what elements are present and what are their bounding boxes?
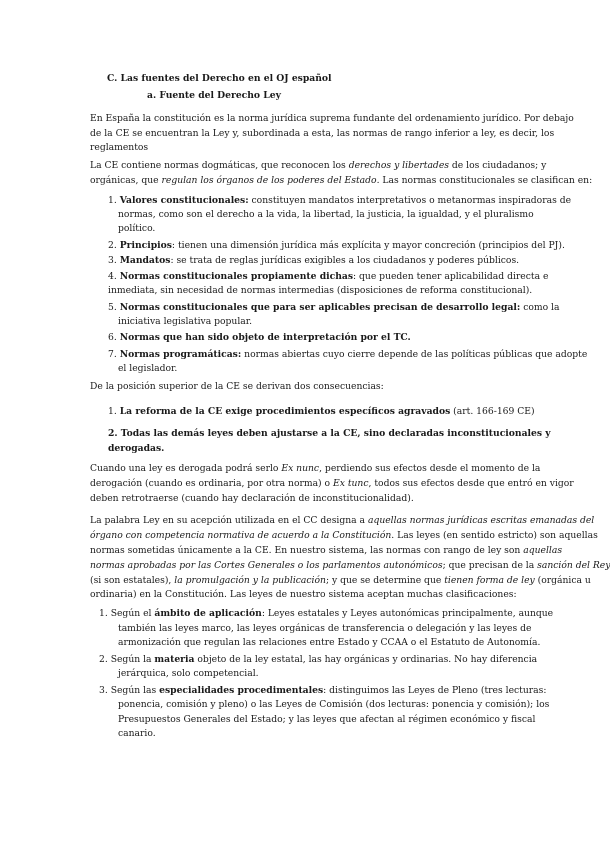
- item-number: 3.: [108, 255, 117, 266]
- ce-paragraph-line-2: [90, 175, 592, 187]
- ley-text: (orgánica u: [534, 575, 591, 586]
- item-title: Normas programáticas:: [119, 349, 242, 360]
- ley-italic: aquellas normas jurídicas escritas emanadas del: [367, 515, 595, 526]
- derog-text: Cuando una ley es derogada podrá serlo: [90, 463, 282, 474]
- derogation-line-1: [90, 463, 540, 475]
- item-title: Normas constitucionales que para ser aplicables precisan de desarrollo legal:: [119, 302, 521, 313]
- ley-text: normas sometidas únicamente a la CE. En nuestro sistema, las normas con rango de ley son: [90, 545, 524, 556]
- class-item-4: [108, 271, 548, 283]
- ley-italic: la promulgación y la publicación: [174, 575, 326, 586]
- ley-italic: órgano con competencia normativa de acuerdo a la Constitución: [90, 530, 392, 541]
- ce-paragraph-line-1: [90, 160, 546, 172]
- ce-text: de los ciudadanos; y: [448, 160, 547, 171]
- subsection-heading: a. Fuente del Derecho Ley: [147, 90, 281, 101]
- class-item-5: [108, 302, 559, 314]
- derog-italic: Ex nunc: [281, 463, 320, 474]
- item-title: ámbito de aplicación: [154, 608, 262, 619]
- derog-italic: Ex tunc: [333, 478, 369, 489]
- item-title: Normas que han sido objeto de interpretación por el TC.: [119, 332, 411, 343]
- item-number: 7.: [108, 349, 117, 360]
- ce-italic: derechos y libertades: [348, 160, 449, 171]
- class-item-6: [108, 332, 411, 344]
- derog-text: , perdiendo sus efectos desde el momento de la: [319, 463, 541, 474]
- item-text: Según las: [110, 685, 160, 696]
- item-number: 1.: [108, 195, 117, 206]
- item-text: : que pueden tener aplicabilidad directa e: [353, 271, 549, 282]
- item-text: Según la: [110, 654, 155, 665]
- ce-italic: regulan los órganos de los poderes del Estado: [161, 175, 377, 186]
- ley-text: ; que precisan de la: [442, 560, 538, 571]
- ley-text: ; y que se determine que: [325, 575, 445, 586]
- law-class-1-cont: armonización que regulan las relaciones entre Estado y CCAA o el Estatuto de Autonomía.: [118, 637, 541, 648]
- law-class-3-cont: Presupuestos Generales del Estado; y las leyes que afectan al régimen económico y fiscal: [118, 714, 536, 725]
- item-number: 2.: [108, 240, 117, 251]
- law-class-3-cont: canario.: [118, 728, 156, 739]
- class-item-1-cont: normas, como son el derecho a la vida, la libertad, la justicia, la igualdad, y el pluralismo: [118, 209, 534, 220]
- item-text: : tienen una dimensión jurídica más explícita y mayor concreción (principios del PJ).: [171, 240, 565, 251]
- item-number: 6.: [108, 332, 117, 343]
- law-class-3: [99, 685, 546, 697]
- item-text: : Leyes estatales y Leyes autonómicas principalmente, aunque: [261, 608, 554, 619]
- item-text: Según el: [110, 608, 155, 619]
- ley-line-5: [90, 575, 591, 587]
- item-number: 1.: [99, 608, 108, 619]
- item-title: especialidades procedimentales: [159, 685, 324, 696]
- class-item-2: [108, 240, 565, 252]
- item-number: 2.: [108, 428, 118, 439]
- class-item-1-cont: político.: [118, 223, 156, 234]
- ley-italic: normas aprobadas por las Cortes Generales o los parlamentos autonómicos: [90, 560, 443, 571]
- law-class-2-cont: jerárquica, solo competencial.: [118, 668, 259, 679]
- ley-line-6: ordinaria) en la Constitución. Las leyes de nuestro sistema aceptan muchas clasificaciones:: [90, 589, 517, 600]
- ley-text: (si son estatales),: [90, 575, 175, 586]
- ce-text: orgánicas, que: [90, 175, 162, 186]
- item-number: 4.: [108, 271, 117, 282]
- item-text: como la: [520, 302, 560, 313]
- ce-text: . Las normas constitucionales se clasifican en:: [376, 175, 593, 186]
- intro-line-1: En España la constitución es la norma jurídica suprema fundante del ordenamiento jurídico. Por debajo: [90, 113, 574, 124]
- item-number: 1.: [108, 406, 117, 417]
- law-class-2: [99, 654, 537, 666]
- consequences-intro: De la posición superior de la CE se derivan dos consecuencias:: [90, 381, 384, 392]
- consequence-2-cont: derogadas.: [108, 443, 165, 454]
- item-title: Todas las demás leyes deben ajustarse a la CE, sino declaradas inconstitucionales y: [120, 428, 551, 439]
- item-text: : se trata de reglas jurídicas exigibles a los ciudadanos y poderes públicos.: [170, 255, 520, 266]
- intro-line-3: reglamentos: [90, 142, 149, 153]
- consequence-2: [108, 428, 551, 440]
- class-item-7-cont: el legislador.: [118, 363, 178, 374]
- class-item-7: [108, 349, 587, 361]
- item-number: 3.: [99, 685, 108, 696]
- item-number: 2.: [99, 654, 108, 665]
- item-number: 5.: [108, 302, 117, 313]
- item-title: Principios: [119, 240, 172, 251]
- item-title: Normas constitucionales propiamente dichas: [119, 271, 354, 282]
- item-title: materia: [154, 654, 195, 665]
- ley-line-3: [90, 545, 562, 557]
- ley-italic: sanción del Rey: [537, 560, 610, 571]
- ley-line-2: [90, 530, 598, 542]
- item-title: Valores constitucionales:: [119, 195, 249, 206]
- ley-line-1: [90, 515, 594, 527]
- class-item-3: [108, 255, 519, 267]
- item-text: (art. 166-169 CE): [450, 406, 535, 417]
- class-item-1: [108, 195, 571, 207]
- derogation-line-3: deben retrotraerse (cuando hay declaración de inconstitucionalidad).: [90, 493, 414, 504]
- derog-text: derogación (cuando es ordinaria, por otra norma) o: [90, 478, 334, 489]
- derogation-line-2: [90, 478, 574, 490]
- law-class-1-cont: también las leyes marco, las leyes orgánicas de transferencia o delegación y las leyes de: [118, 623, 532, 634]
- ley-text: La palabra Ley en su acepción utilizada en el CC designa a: [90, 515, 368, 526]
- law-class-1: [99, 608, 553, 620]
- ley-text: . Las leyes (en sentido estricto) son aquellas: [391, 530, 598, 541]
- item-title: Mandatos: [119, 255, 171, 266]
- derog-text: , todos sus efectos desde que entró en vigor: [368, 478, 574, 489]
- consequence-1: [108, 406, 535, 418]
- law-class-3-cont: ponencia, comisión y pleno) o las Leyes de Comisión (dos lecturas: ponencia y comisión); los: [118, 699, 550, 710]
- item-text: objeto de la ley estatal, las hay orgánicas y ordinarias. No hay diferencia: [194, 654, 538, 665]
- item-text: constituyen mandatos interpretativos o metanormas inspiradoras de: [248, 195, 572, 206]
- section-heading: C. Las fuentes del Derecho en el OJ español: [107, 73, 332, 84]
- item-title: La reforma de la CE exige procedimientos específicos agravados: [119, 406, 451, 417]
- item-text: normas abiertas cuyo cierre depende de las políticas públicas que adopte: [241, 349, 588, 360]
- ley-line-4: [90, 560, 610, 572]
- ce-text: La CE contiene normas dogmáticas, que reconocen los: [90, 160, 349, 171]
- item-text: : distinguimos las Leyes de Pleno (tres lecturas:: [323, 685, 547, 696]
- ley-italic: tienen forma de ley: [444, 575, 535, 586]
- class-item-4-cont: inmediata, sin necesidad de normas intermedias (disposiciones de reforma constitucional).: [108, 285, 533, 296]
- class-item-5-cont: iniciativa legislativa popular.: [118, 316, 253, 327]
- intro-line-2: de la CE se encuentran la Ley y, subordinada a esta, las normas de rango inferior a ley, es decir, los: [90, 128, 555, 139]
- ley-italic: aquellas: [523, 545, 563, 556]
